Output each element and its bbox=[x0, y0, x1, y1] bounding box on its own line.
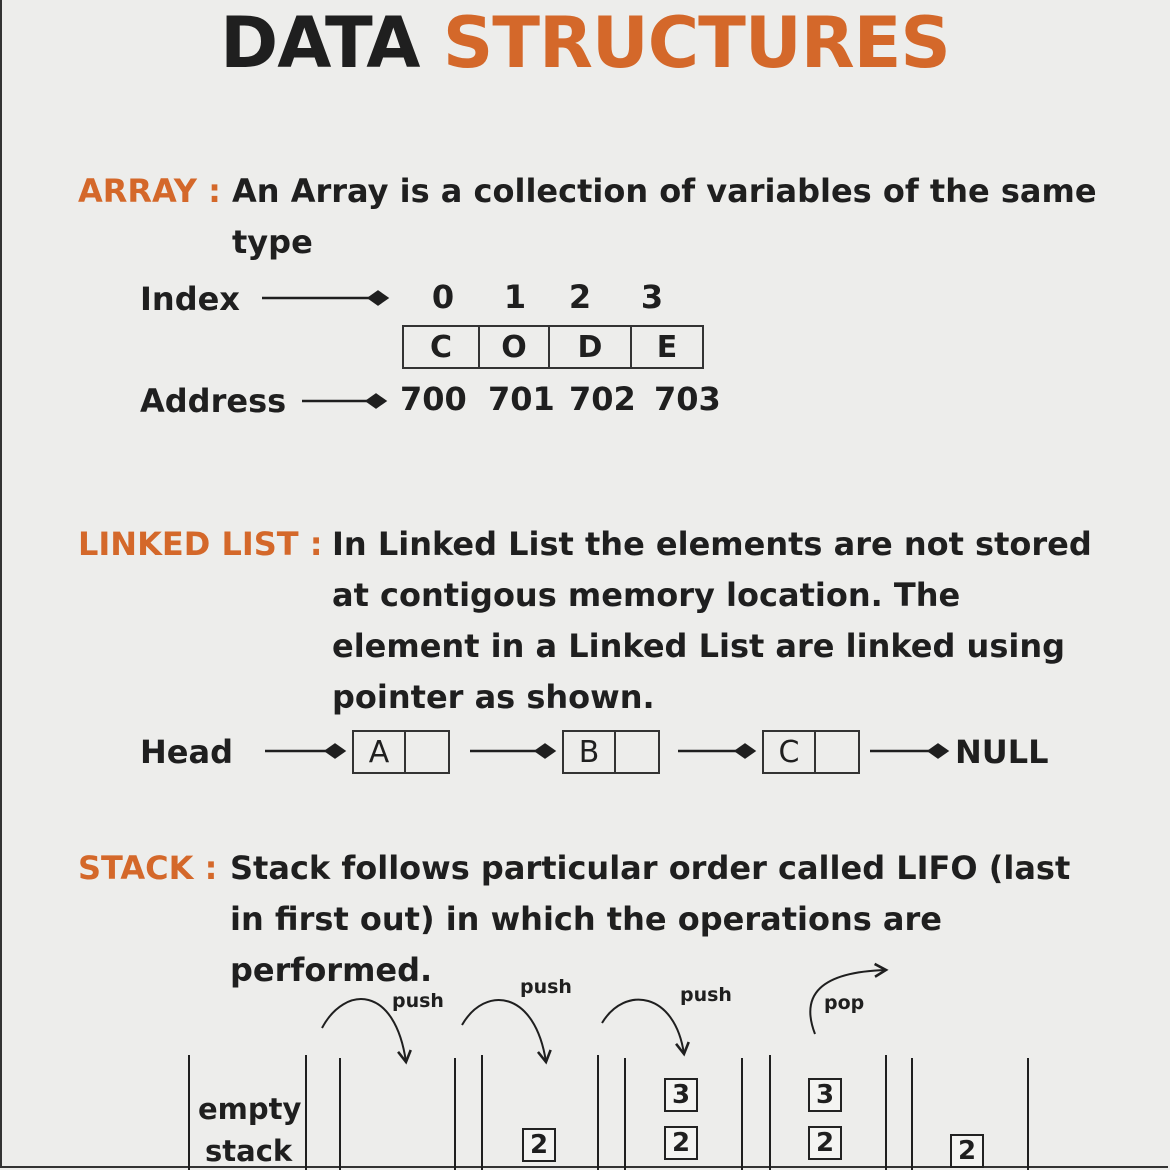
node-b-data: B bbox=[564, 732, 616, 772]
array-address-0: 700 bbox=[400, 380, 467, 418]
linked-list-description-line-3: element in a Linked List are linked using bbox=[332, 627, 1066, 665]
linked-list-description-line-2: at contigous memory location. The bbox=[332, 576, 961, 614]
array-index-2: 2 bbox=[568, 278, 592, 316]
stack-description-line-1: Stack follows particular order called LIFO (last bbox=[230, 849, 1071, 887]
array-cell-2: D bbox=[548, 325, 632, 369]
linked-list-description-line-1: In Linked List the elements are not stored bbox=[332, 525, 1092, 563]
node-c-data: C bbox=[764, 732, 816, 772]
operation-push-1: push bbox=[392, 990, 444, 1012]
empty-stack-label-line-1: empty bbox=[198, 1092, 302, 1126]
stack-description-line-2: in first out) in which the operations are bbox=[230, 900, 942, 938]
stack-description-line-3: performed. bbox=[230, 951, 433, 989]
empty-stack-label-line-2: stack bbox=[205, 1134, 293, 1168]
stack-2-item-2: 2 bbox=[522, 1128, 556, 1162]
pop-curve-arrow bbox=[810, 970, 886, 1034]
array-index-0: 0 bbox=[431, 278, 455, 316]
linked-list-description-line-4: pointer as shown. bbox=[332, 678, 655, 716]
array-cell-0: C bbox=[402, 325, 480, 369]
operation-push-2: push bbox=[520, 976, 572, 998]
array-description-line-2: type bbox=[232, 223, 313, 261]
operation-pop: pop bbox=[824, 992, 865, 1014]
array-cell-1: O bbox=[478, 325, 550, 369]
stack-4-item-2: 2 bbox=[808, 1126, 842, 1160]
title-word-data: DATA bbox=[220, 2, 420, 84]
push-1-curve-arrow bbox=[322, 999, 406, 1062]
stack-label: STACK : bbox=[78, 849, 218, 887]
stack-walls bbox=[189, 1055, 1028, 1170]
operation-push-3: push bbox=[680, 984, 732, 1006]
stack-3-item-2: 2 bbox=[664, 1126, 698, 1160]
title-word-structures: STRUCTURES bbox=[442, 2, 950, 84]
stack-5-item-2: 2 bbox=[950, 1134, 984, 1168]
address-label: Address bbox=[140, 382, 287, 420]
push-3-curve-arrow bbox=[602, 1000, 684, 1054]
array-address-2: 702 bbox=[569, 380, 636, 418]
array-address-3: 703 bbox=[654, 380, 721, 418]
stack-3-item-3: 3 bbox=[664, 1078, 698, 1112]
array-address-1: 701 bbox=[488, 380, 555, 418]
stack-4-item-3: 3 bbox=[808, 1078, 842, 1112]
push-2-curve-arrow bbox=[462, 1000, 546, 1062]
array-index-3: 3 bbox=[640, 278, 664, 316]
array-description-line-1: An Array is a collection of variables of the same bbox=[232, 172, 1097, 210]
array-label: ARRAY : bbox=[78, 172, 221, 210]
array-cell-3: E bbox=[630, 325, 704, 369]
node-a-data: A bbox=[354, 732, 406, 772]
array-index-1: 1 bbox=[503, 278, 527, 316]
head-label: Head bbox=[140, 733, 233, 771]
linked-list-label: LINKED LIST : bbox=[78, 525, 323, 563]
index-label: Index bbox=[140, 280, 240, 318]
null-label: NULL bbox=[955, 733, 1049, 771]
